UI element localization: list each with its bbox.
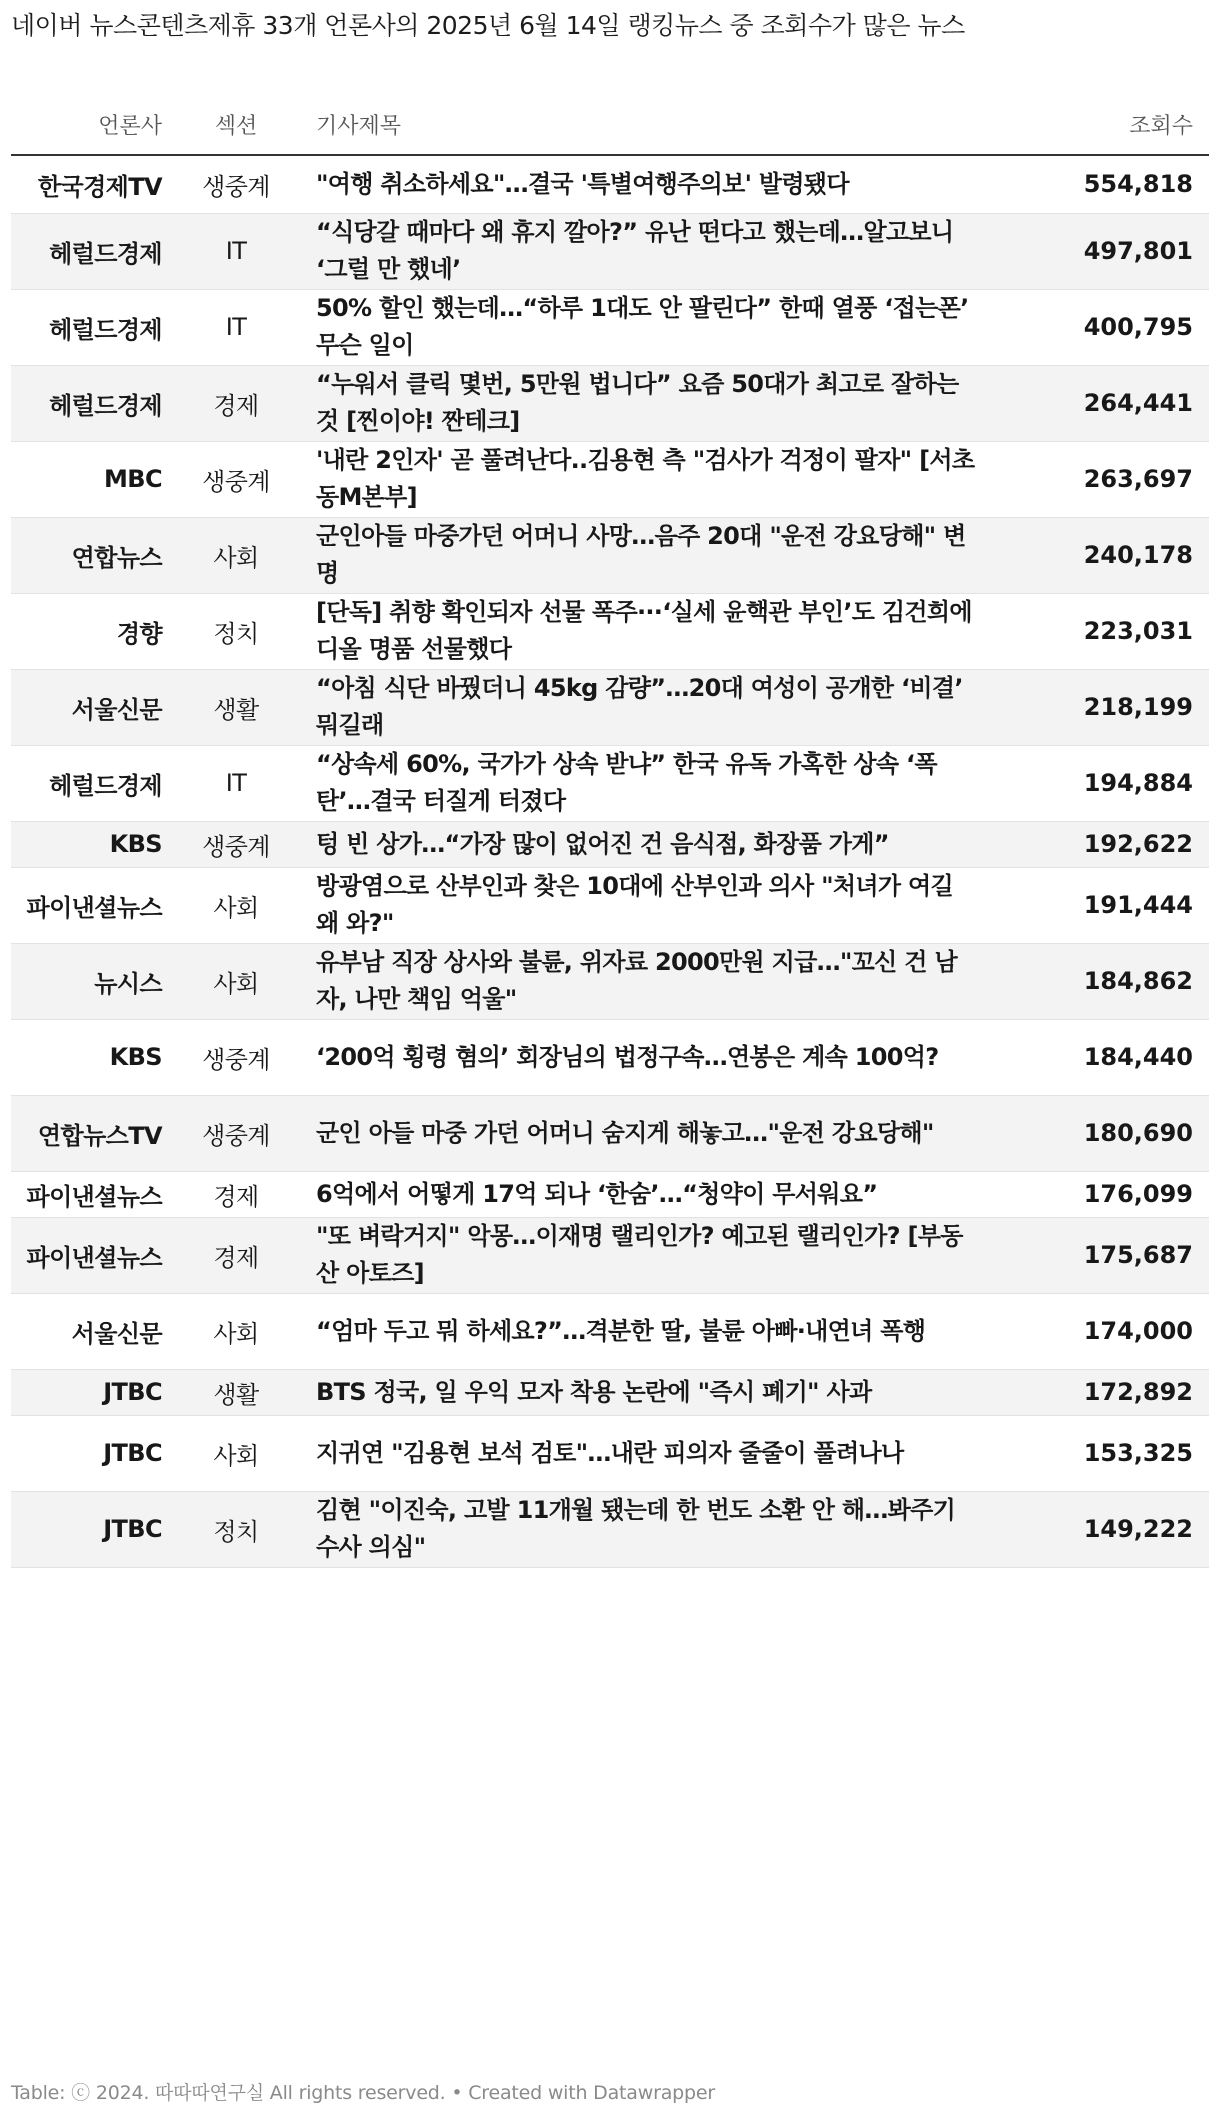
- cell-views: 263,697: [986, 441, 1209, 517]
- cell-views: 176,099: [986, 1171, 1209, 1217]
- ranking-table: [11, 94, 1209, 1568]
- cell-publisher: JTBC: [11, 1491, 176, 1567]
- cell-publisher: 연합뉴스TV: [11, 1095, 176, 1171]
- cell-views: 218,199: [986, 669, 1209, 745]
- header-section[interactable]: 섹션: [176, 94, 296, 155]
- table-row: [11, 669, 1209, 745]
- cell-publisher: 파이낸셜뉴스: [11, 1217, 176, 1293]
- cell-headline: "또 벼락거지" 악몽…이재명 랠리인가? 예고된 랠리인가? [부동산 아토즈]: [296, 1217, 986, 1293]
- cell-views: 180,690: [986, 1095, 1209, 1171]
- table-row: [11, 745, 1209, 821]
- cell-publisher: 헤럴드경제: [11, 365, 176, 441]
- table-row: [11, 289, 1209, 365]
- cell-section: 생중계: [176, 821, 296, 867]
- cell-views: 172,892: [986, 1369, 1209, 1415]
- cell-headline: 유부남 직장 상사와 불륜, 위자료 2000만원 지급…"꼬신 건 남자, 나만 책임 억울": [296, 943, 986, 1019]
- cell-section: 생활: [176, 669, 296, 745]
- table-row: [11, 1171, 1209, 1217]
- cell-views: 400,795: [986, 289, 1209, 365]
- cell-section: 생활: [176, 1369, 296, 1415]
- cell-views: 184,862: [986, 943, 1209, 1019]
- table-row: [11, 365, 1209, 441]
- cell-views: 174,000: [986, 1293, 1209, 1369]
- header-headline[interactable]: 기사제목: [296, 94, 986, 155]
- table-row: [11, 1293, 1209, 1369]
- cell-headline: 군인 아들 마중 가던 어머니 숨지게 해놓고…"운전 강요당해": [296, 1095, 986, 1171]
- cell-headline: “식당갈 때마다 왜 휴지 깔아?” 유난 떤다고 했는데…알고보니 ‘그럴 만 했네’: [296, 213, 986, 289]
- cell-views: 497,801: [986, 213, 1209, 289]
- cell-headline: 김현 "이진숙, 고발 11개월 됐는데 한 번도 소환 안 해…봐주기 수사 의심": [296, 1491, 986, 1567]
- cell-section: 사회: [176, 1293, 296, 1369]
- cell-headline: “상속세 60%, 국가가 상속 받냐” 한국 유독 가혹한 상속 ‘폭탄’…결국 터질게 터졌다: [296, 745, 986, 821]
- table-row: [11, 867, 1209, 943]
- cell-views: 153,325: [986, 1415, 1209, 1491]
- cell-section: IT: [176, 213, 296, 289]
- cell-publisher: 파이낸셜뉴스: [11, 867, 176, 943]
- cell-views: 223,031: [986, 593, 1209, 669]
- table-row: [11, 213, 1209, 289]
- cell-section: 생중계: [176, 155, 296, 213]
- table-row: [11, 155, 1209, 213]
- cell-section: 경제: [176, 365, 296, 441]
- cell-publisher: 뉴시스: [11, 943, 176, 1019]
- table-row: [11, 1415, 1209, 1491]
- table-row: [11, 593, 1209, 669]
- cell-views: 191,444: [986, 867, 1209, 943]
- page-title: 네이버 뉴스콘텐츠제휴 33개 언론사의 2025년 6월 14일 랭킹뉴스 중 조회수가 많은 뉴스: [11, 11, 965, 40]
- cell-headline: 50% 할인 했는데…“하루 1대도 안 팔린다” 한때 열풍 ‘접는폰’ 무슨 일이: [296, 289, 986, 365]
- table-row: [11, 1019, 1209, 1095]
- cell-views: 264,441: [986, 365, 1209, 441]
- cell-section: 사회: [176, 867, 296, 943]
- cell-publisher: 헤럴드경제: [11, 213, 176, 289]
- table-row: [11, 517, 1209, 593]
- table-row: [11, 821, 1209, 867]
- cell-section: 사회: [176, 517, 296, 593]
- cell-views: 194,884: [986, 745, 1209, 821]
- cell-views: 240,178: [986, 517, 1209, 593]
- cell-headline: [단독] 취향 확인되자 선물 폭주···‘실세 윤핵관 부인’도 김건희에 디올 명품 선물했다: [296, 593, 986, 669]
- source-footer: Table: ⓒ 2024. 따따따연구실 All rights reserved. • Created with Datawrapper: [11, 2082, 715, 2104]
- cell-views: 554,818: [986, 155, 1209, 213]
- cell-headline: ‘200억 횡령 혐의’ 회장님의 법정구속…연봉은 계속 100억?: [296, 1019, 986, 1095]
- cell-headline: “엄마 두고 뭐 하세요?”…격분한 딸, 불륜 아빠·내연녀 폭행: [296, 1293, 986, 1369]
- cell-views: 149,222: [986, 1491, 1209, 1567]
- cell-publisher: 한국경제TV: [11, 155, 176, 213]
- cell-section: 경제: [176, 1217, 296, 1293]
- table-row: [11, 441, 1209, 517]
- cell-headline: 지귀연 "김용현 보석 검토"…내란 피의자 줄줄이 풀려나나: [296, 1415, 986, 1491]
- cell-publisher: JTBC: [11, 1415, 176, 1491]
- table-row: [11, 1369, 1209, 1415]
- cell-headline: '내란 2인자' 곧 풀려난다..김용현 측 "검사가 걱정이 팔자" [서초동M본부]: [296, 441, 986, 517]
- cell-headline: "여행 취소하세요"…결국 '특별여행주의보' 발령됐다: [296, 155, 986, 213]
- cell-section: 정치: [176, 1491, 296, 1567]
- cell-publisher: 서울신문: [11, 1293, 176, 1369]
- cell-views: 184,440: [986, 1019, 1209, 1095]
- cell-headline: 6억에서 어떻게 17억 되나 ‘한숨’…“청약이 무서워요”: [296, 1171, 986, 1217]
- table-row: [11, 1491, 1209, 1567]
- cell-publisher: 연합뉴스: [11, 517, 176, 593]
- cell-section: 사회: [176, 1415, 296, 1491]
- cell-views: 192,622: [986, 821, 1209, 867]
- cell-headline: “아침 식단 바꿨더니 45kg 감량”…20대 여성이 공개한 ‘비결’ 뭐길래: [296, 669, 986, 745]
- cell-headline: 군인아들 마중가던 어머니 사망…음주 20대 "운전 강요당해" 변명: [296, 517, 986, 593]
- cell-views: 175,687: [986, 1217, 1209, 1293]
- cell-section: IT: [176, 289, 296, 365]
- cell-publisher: 헤럴드경제: [11, 289, 176, 365]
- table-body: [11, 155, 1209, 1567]
- cell-section: 정치: [176, 593, 296, 669]
- table-header-row: [11, 94, 1209, 155]
- cell-section: 생중계: [176, 441, 296, 517]
- cell-publisher: JTBC: [11, 1369, 176, 1415]
- cell-publisher: 서울신문: [11, 669, 176, 745]
- cell-publisher: 파이낸셜뉴스: [11, 1171, 176, 1217]
- cell-publisher: KBS: [11, 1019, 176, 1095]
- cell-headline: 텅 빈 상가…“가장 많이 없어진 건 음식점, 화장품 가게”: [296, 821, 986, 867]
- cell-publisher: 경향: [11, 593, 176, 669]
- cell-section: 생중계: [176, 1019, 296, 1095]
- cell-headline: BTS 정국, 일 우익 모자 착용 논란에 "즉시 폐기" 사과: [296, 1369, 986, 1415]
- cell-headline: 방광염으로 산부인과 찾은 10대에 산부인과 의사 "처녀가 여길 왜 와?": [296, 867, 986, 943]
- cell-section: 경제: [176, 1171, 296, 1217]
- cell-publisher: 헤럴드경제: [11, 745, 176, 821]
- cell-section: 사회: [176, 943, 296, 1019]
- cell-section: IT: [176, 745, 296, 821]
- cell-publisher: KBS: [11, 821, 176, 867]
- header-publisher[interactable]: 언론사: [11, 94, 176, 155]
- cell-publisher: MBC: [11, 441, 176, 517]
- table-row: [11, 943, 1209, 1019]
- header-views[interactable]: 조회수: [986, 94, 1209, 155]
- table-row: [11, 1095, 1209, 1171]
- cell-headline: “누워서 클릭 몇번, 5만원 법니다” 요즘 50대가 최고로 잘하는 것 [찐이야! 짠테크]: [296, 365, 986, 441]
- table-row: [11, 1217, 1209, 1293]
- cell-section: 생중계: [176, 1095, 296, 1171]
